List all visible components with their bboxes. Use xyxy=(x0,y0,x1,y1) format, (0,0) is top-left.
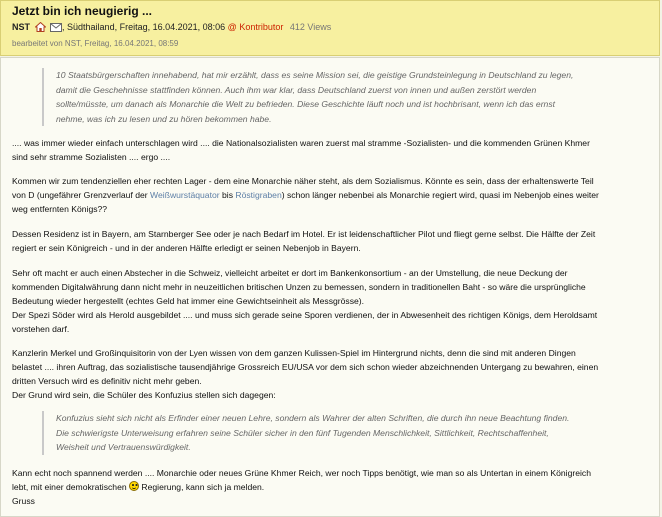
user-role: Kontributor xyxy=(239,22,284,32)
paragraph: Kanzlerin Merkel und Großinquisitorin von der Lyen wissen von dem ganzen Kulissen-Spiel im Hintergrund nichts, denn die sind mit anderen Dingen belastet .... ihren Auftrag, das sozialistische tausendjährige Grossreich EU/USA vor dem sich schon wieder abzeichnenden Untergang zu bewahren, einen dritten Versuch wird es definitiv nicht mehr geben. Der Grund wird sein, die Schüler des Konfuzius stellen sich dagegen: xyxy=(12,348,599,400)
home-icon[interactable] xyxy=(35,22,46,34)
link-weisswurstaequator[interactable]: Weißwurstäquator xyxy=(150,190,220,200)
link-roestigraben[interactable]: Röstigraben xyxy=(235,190,282,200)
view-count: 412 Views xyxy=(289,22,332,32)
paragraph: Dessen Residenz ist in Bayern, am Starnberger See oder je nach Bedarf im Hotel. Er ist leidenschaftlicher Pilot und fliegt gerne selbst. Die Hälfte der Zeit regiert er sein Königreich - und in der anderen Hälfte erledigt er seinen Nebenjob in Bayern. xyxy=(12,229,596,253)
post-body xyxy=(0,57,660,517)
post-title: Jetzt bin ich neugierig ... xyxy=(12,4,153,18)
post-location-date: , Südthailand, Freitag, 16.04.2021, 08:06 xyxy=(62,22,226,32)
author-name[interactable]: NST xyxy=(12,22,30,32)
post-header xyxy=(0,0,660,56)
paragraph: Sehr oft macht er auch einen Abstecher in die Schweiz, vielleicht arbeitet er dort im Bankenkonsortium - an der Umstellung, die neue Deckung der kommenden Digitalwährung dann nicht mehr in neuzeitlichen britischen Unzen zu bemessen, sondern in traditionellen Baht - so wäre die ursprüngliche Bedeutung wieder hergestellt (echtes Geld hat immer eine Gewichtseinheit als Messgrösse). Der Spezi Söder wird als Herold ausgebildet .... und muss sich gerade seine Sporen verdienen, der in Abwesenheit des richtigen Königs, dem Heroldsamt vorstehen darf. xyxy=(12,268,598,334)
paragraph: Kommen wir zum tendenziellen eher rechten Lager - dem eine Monarchie näher steht, als dem Sozialismus. Könnte es sein, dass der erhaltenswerte Teil von D (ungefährer Grenzverlauf der Weißwurstäquator bis Röstigraben) schon länger nebenbei als Monarchie regiert wird, quasi im Nebenjob eines weiter weg entfernten Königs?? xyxy=(12,176,599,214)
quote-block: 10 Staatsbürgerschaften innehabend, hat mir erzählt, dass es seine Mission sei, die geistige Grundsteinlegung in Deutschland zu legen, damit die Geschehnisse stattfinden können. Auch ihm war klar, dass Deutschland zuerst von innen und außen zerstört werden sollte/müsste, um danach als Monarchie die Welt zu befrieden. Diese Geschichte läuft noch und ist hochbrisant, wenn ich das ernst nehme, was ich zu lesen und zu hören bekommen habe. xyxy=(42,68,622,126)
post-meta xyxy=(12,22,331,34)
smiley-icon xyxy=(129,481,139,491)
paragraph: .... was immer wieder einfach unterschlagen wird .... die Nationalsozialisten waren zuerst mal stramme -Sozialisten- und die kommenden Grünen Khmer sind sehr stramme Sozialisten .... ergo .... xyxy=(12,138,590,162)
edited-note: bearbeitet von NST, Freitag, 16.04.2021, 08:59 xyxy=(12,39,179,48)
email-icon[interactable] xyxy=(50,23,62,34)
at-sign: @ xyxy=(227,22,237,32)
paragraph: Kann echt noch spannend werden .... Monarchie oder neues Grüne Khmer Reich, wer noch Tipps benötigt, wie man so als Untertan in einem Königreich lebt, mit einer demokratischen Regierung, kann sich ja melden. Gruss xyxy=(12,468,591,506)
quote-block: Konfuzius sieht sich nicht als Erfinder einer neuen Lehre, sondern als Wahrer der alten Schriften, die durch ihn neue Beachtung finden. Die schwierigste Unterweisung erfahren seine Schüler sicher in den fünf Tugenden Menschlichkeit, Sittlichkeit, Rechtschaffenheit, Weisheit und Vertrauenswürdigkeit. xyxy=(42,411,622,455)
